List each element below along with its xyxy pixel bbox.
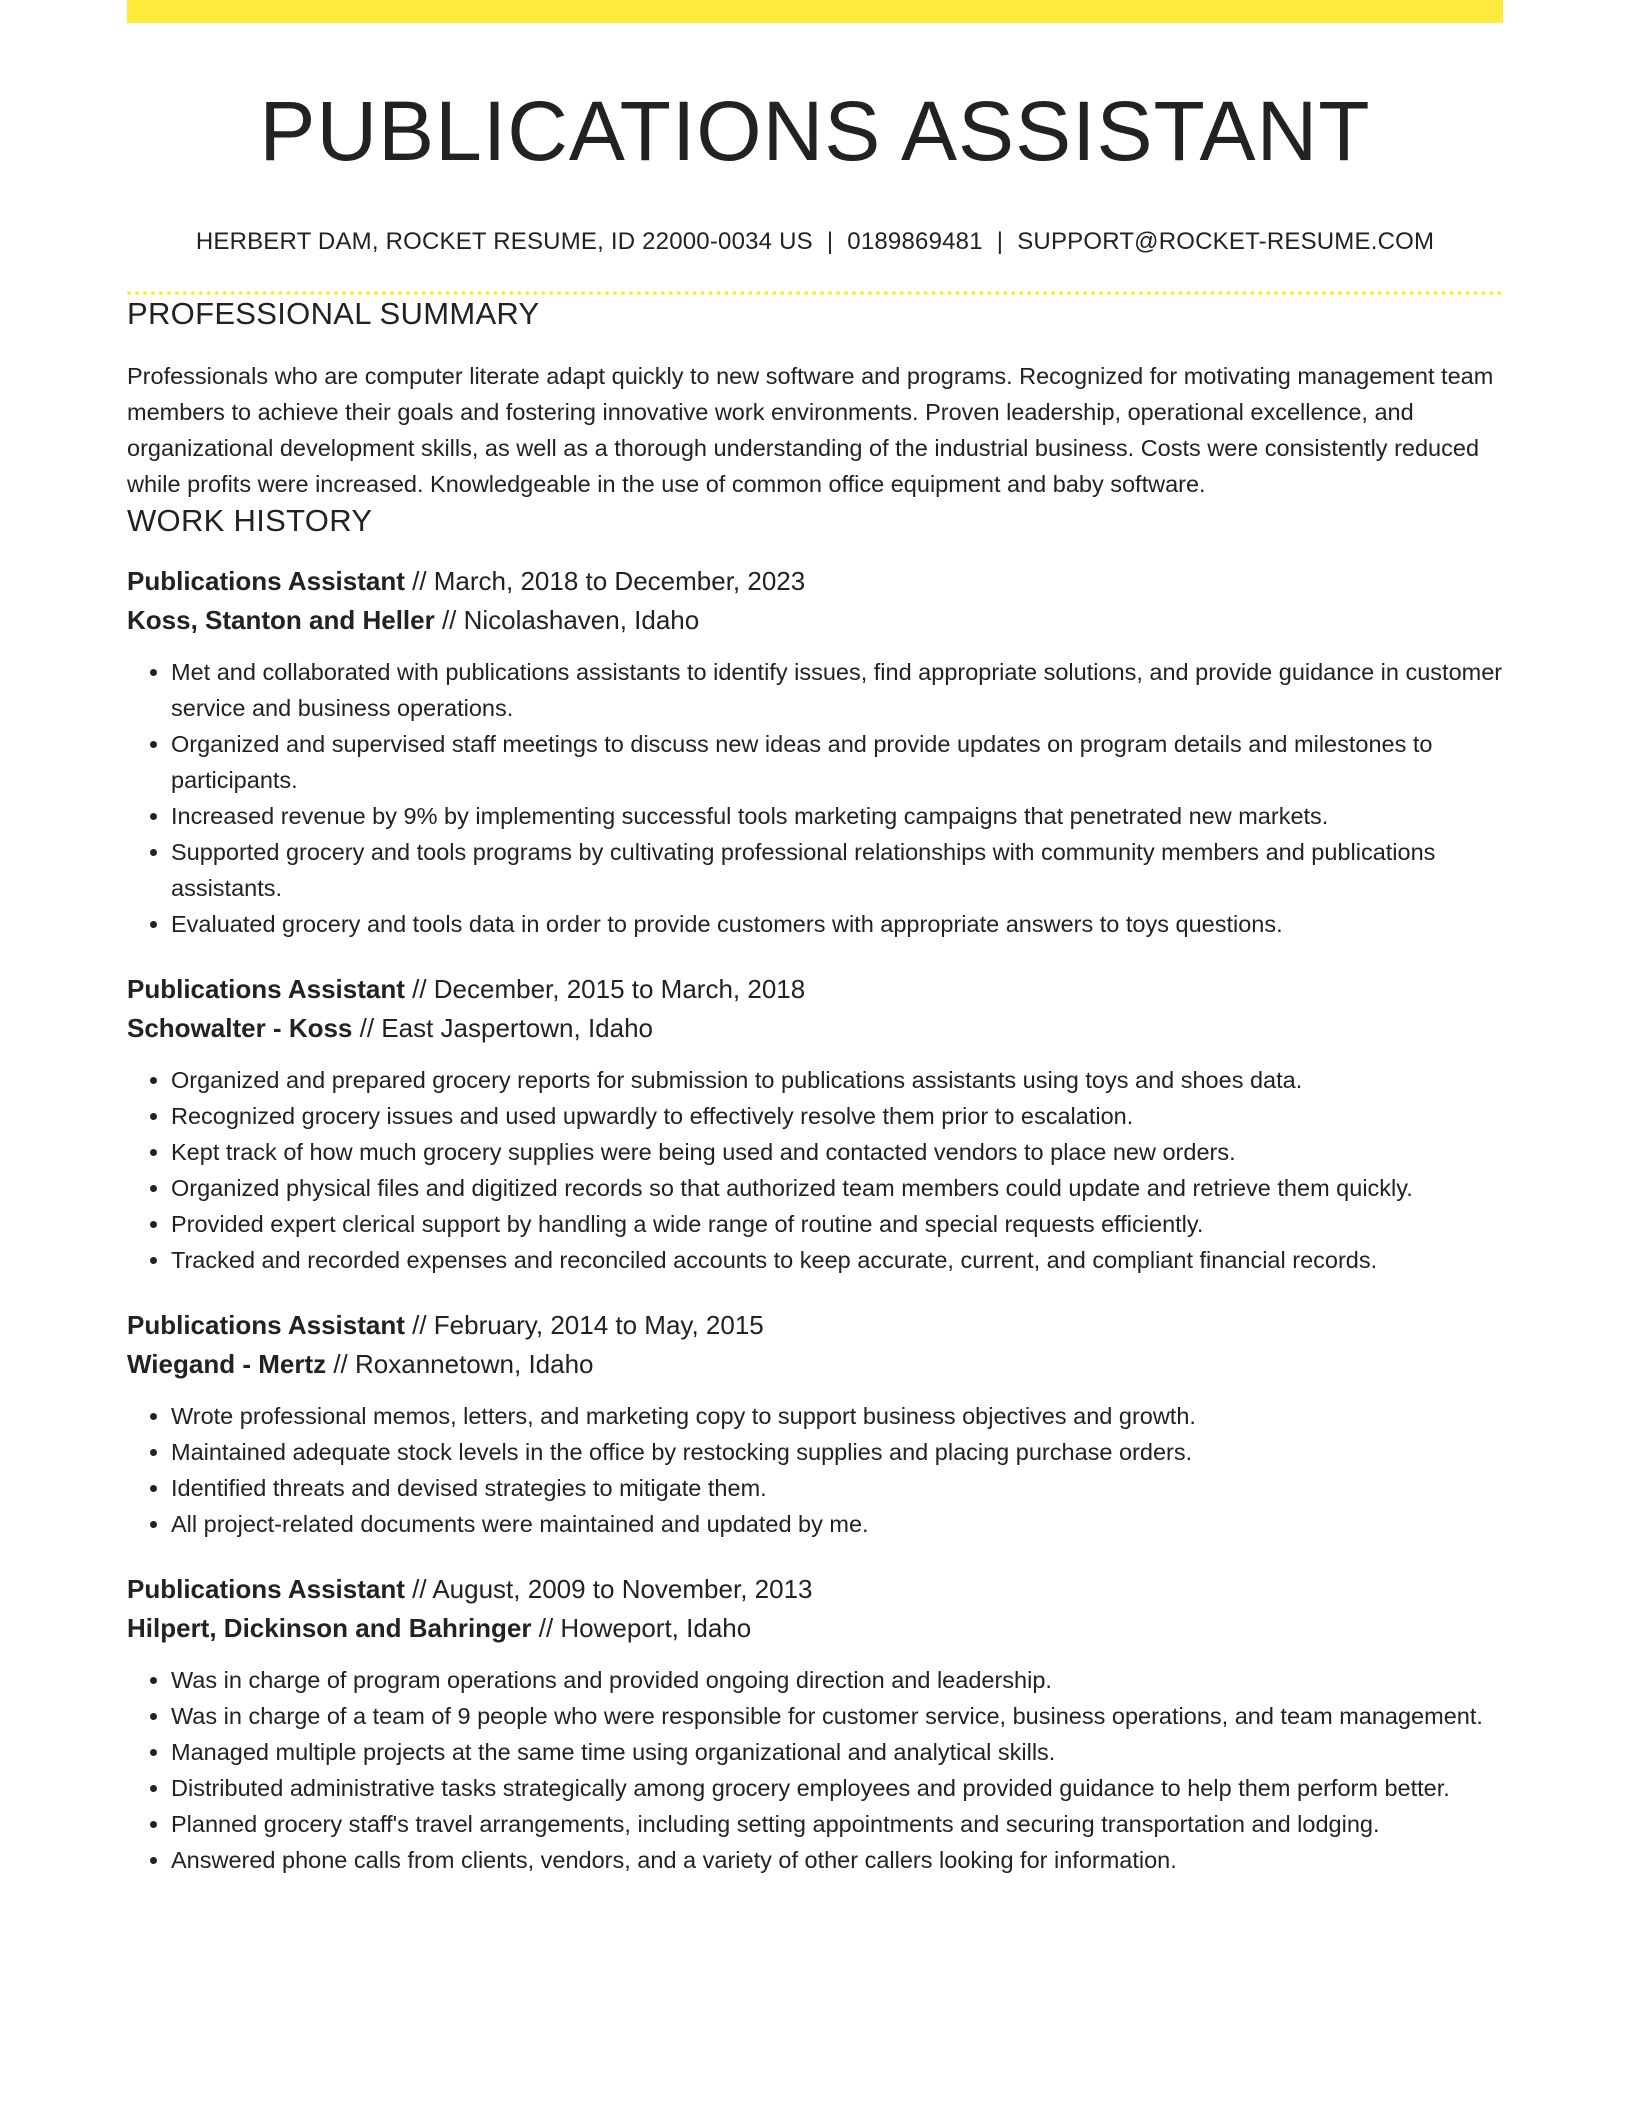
job-title-line xyxy=(127,562,1503,601)
job-bullet: • Increased revenue by 9% by implementing successful tools marketing campaigns that penetrated new markets. xyxy=(171,798,1503,834)
job-dates: // February, 2014 to May, 2015 xyxy=(404,1310,764,1341)
job-location: // Howeport, Idaho xyxy=(531,1613,752,1644)
job-entry xyxy=(127,562,1503,942)
job-bullet: • Identified threats and devised strategies to mitigate them. xyxy=(171,1470,1503,1506)
job-company: Wiegand - Mertz xyxy=(127,1349,327,1380)
job-title: Publications Assistant xyxy=(127,1574,405,1605)
job-entry xyxy=(127,1306,1503,1542)
job-bullet: • Wrote professional memos, letters, and marketing copy to support business objectives and growth. xyxy=(171,1398,1503,1434)
work-history-heading: WORK HISTORY xyxy=(127,503,373,539)
contact-address: HERBERT DAM, ROCKET RESUME, ID 22000-0034 US xyxy=(195,227,813,255)
contact-line xyxy=(127,226,1503,257)
job-bullet: • Organized physical files and digitized records so that authorized team members could update and retrieve them quickly. xyxy=(171,1170,1503,1206)
job-bullet: • All project-related documents were maintained and updated by me. xyxy=(171,1506,1503,1542)
job-dates: // March, 2018 to December, 2023 xyxy=(404,566,806,597)
job-dates: // December, 2015 to March, 2018 xyxy=(404,974,806,1005)
job-title-line xyxy=(127,1570,1503,1609)
job-company-line xyxy=(127,1345,1503,1384)
job-title: Publications Assistant xyxy=(127,1310,405,1341)
job-company: Schowalter - Koss xyxy=(127,1013,353,1044)
job-entry xyxy=(127,1570,1503,1878)
job-company-line xyxy=(127,1609,1503,1648)
job-bullet: • Managed multiple projects at the same time using organizational and analytical skills. xyxy=(171,1734,1503,1770)
job-bullet: • Organized and supervised staff meetings to discuss new ideas and provide updates on program details and milestones to participants. xyxy=(171,726,1503,798)
job-bullet: • Was in charge of a team of 9 people who were responsible for customer service, business operations, and team management. xyxy=(171,1698,1503,1734)
job-bullet: • Kept track of how much grocery supplies were being used and contacted vendors to place new orders. xyxy=(171,1134,1503,1170)
job-bullet: • Evaluated grocery and tools data in order to provide customers with appropriate answers to toys questions. xyxy=(171,906,1503,942)
job-bullet-list xyxy=(127,1062,1503,1278)
job-bullet: • Distributed administrative tasks strategically among grocery employees and provided guidance to help them perform better. xyxy=(171,1770,1503,1806)
resume-page xyxy=(127,0,1503,1878)
job-bullet: • Tracked and recorded expenses and reconciled accounts to keep accurate, current, and compliant financial records. xyxy=(171,1242,1503,1278)
contact-email[interactable]: SUPPORT@ROCKET-RESUME.COM xyxy=(1017,227,1435,255)
job-location: // Roxannetown, Idaho xyxy=(326,1349,594,1380)
job-title-line xyxy=(127,970,1503,1009)
job-company-line xyxy=(127,1009,1503,1048)
job-location: // East Jaspertown, Idaho xyxy=(352,1013,654,1044)
job-bullet-list xyxy=(127,1398,1503,1542)
job-company: Koss, Stanton and Heller xyxy=(127,605,435,636)
job-location: // Nicolashaven, Idaho xyxy=(434,605,700,636)
contact-separator: | xyxy=(996,227,1004,255)
job-entry xyxy=(127,970,1503,1278)
contact-phone: 0189869481 xyxy=(847,227,983,255)
job-bullet: • Planned grocery staff's travel arrangements, including setting appointments and securing transportation and lodging. xyxy=(171,1806,1503,1842)
job-title: Publications Assistant xyxy=(127,566,405,597)
job-bullet: • Met and collaborated with publications assistants to identify issues, find appropriate solutions, and provide guidance in customer service and business operations. xyxy=(171,654,1503,726)
job-title: Publications Assistant xyxy=(127,974,405,1005)
job-title-line xyxy=(127,1306,1503,1345)
job-bullet: • Answered phone calls from clients, vendors, and a variety of other callers looking for information. xyxy=(171,1842,1503,1878)
summary-text: Professionals who are computer literate adapt quickly to new software and programs. Recognized for motivating management team members to achieve their goals and fostering innovative work environments. Proven leadership, operational excellence, and organizational development skills, as well as a thorough understanding of the industrial business. Costs were consistently reduced while profits were increased. Knowledgeable in the use of common office equipment and baby software. xyxy=(127,363,1494,498)
job-bullet: • Recognized grocery issues and used upwardly to effectively resolve them prior to escalation. xyxy=(171,1098,1503,1134)
job-bullet: • Maintained adequate stock levels in the office by restocking supplies and placing purchase orders. xyxy=(171,1434,1503,1470)
contact-separator: | xyxy=(826,227,834,255)
job-bullet: • Was in charge of program operations and provided ongoing direction and leadership. xyxy=(171,1662,1503,1698)
job-company: Hilpert, Dickinson and Bahringer xyxy=(127,1613,532,1644)
job-bullet: • Supported grocery and tools programs by cultivating professional relationships with community members and publications assistants. xyxy=(171,834,1503,906)
page-title: PUBLICATIONS ASSISTANT xyxy=(259,84,1371,178)
summary-heading: PROFESSIONAL SUMMARY xyxy=(127,295,540,331)
job-bullet: • Organized and prepared grocery reports for submission to publications assistants using toys and shoes data. xyxy=(171,1062,1503,1098)
accent-bar xyxy=(127,0,1503,23)
job-bullet: • Provided expert clerical support by handling a wide range of routine and special requests efficiently. xyxy=(171,1206,1503,1242)
job-dates: // August, 2009 to November, 2013 xyxy=(404,1574,813,1605)
job-bullet-list xyxy=(127,654,1503,942)
job-company-line xyxy=(127,601,1503,640)
job-bullet-list xyxy=(127,1662,1503,1878)
